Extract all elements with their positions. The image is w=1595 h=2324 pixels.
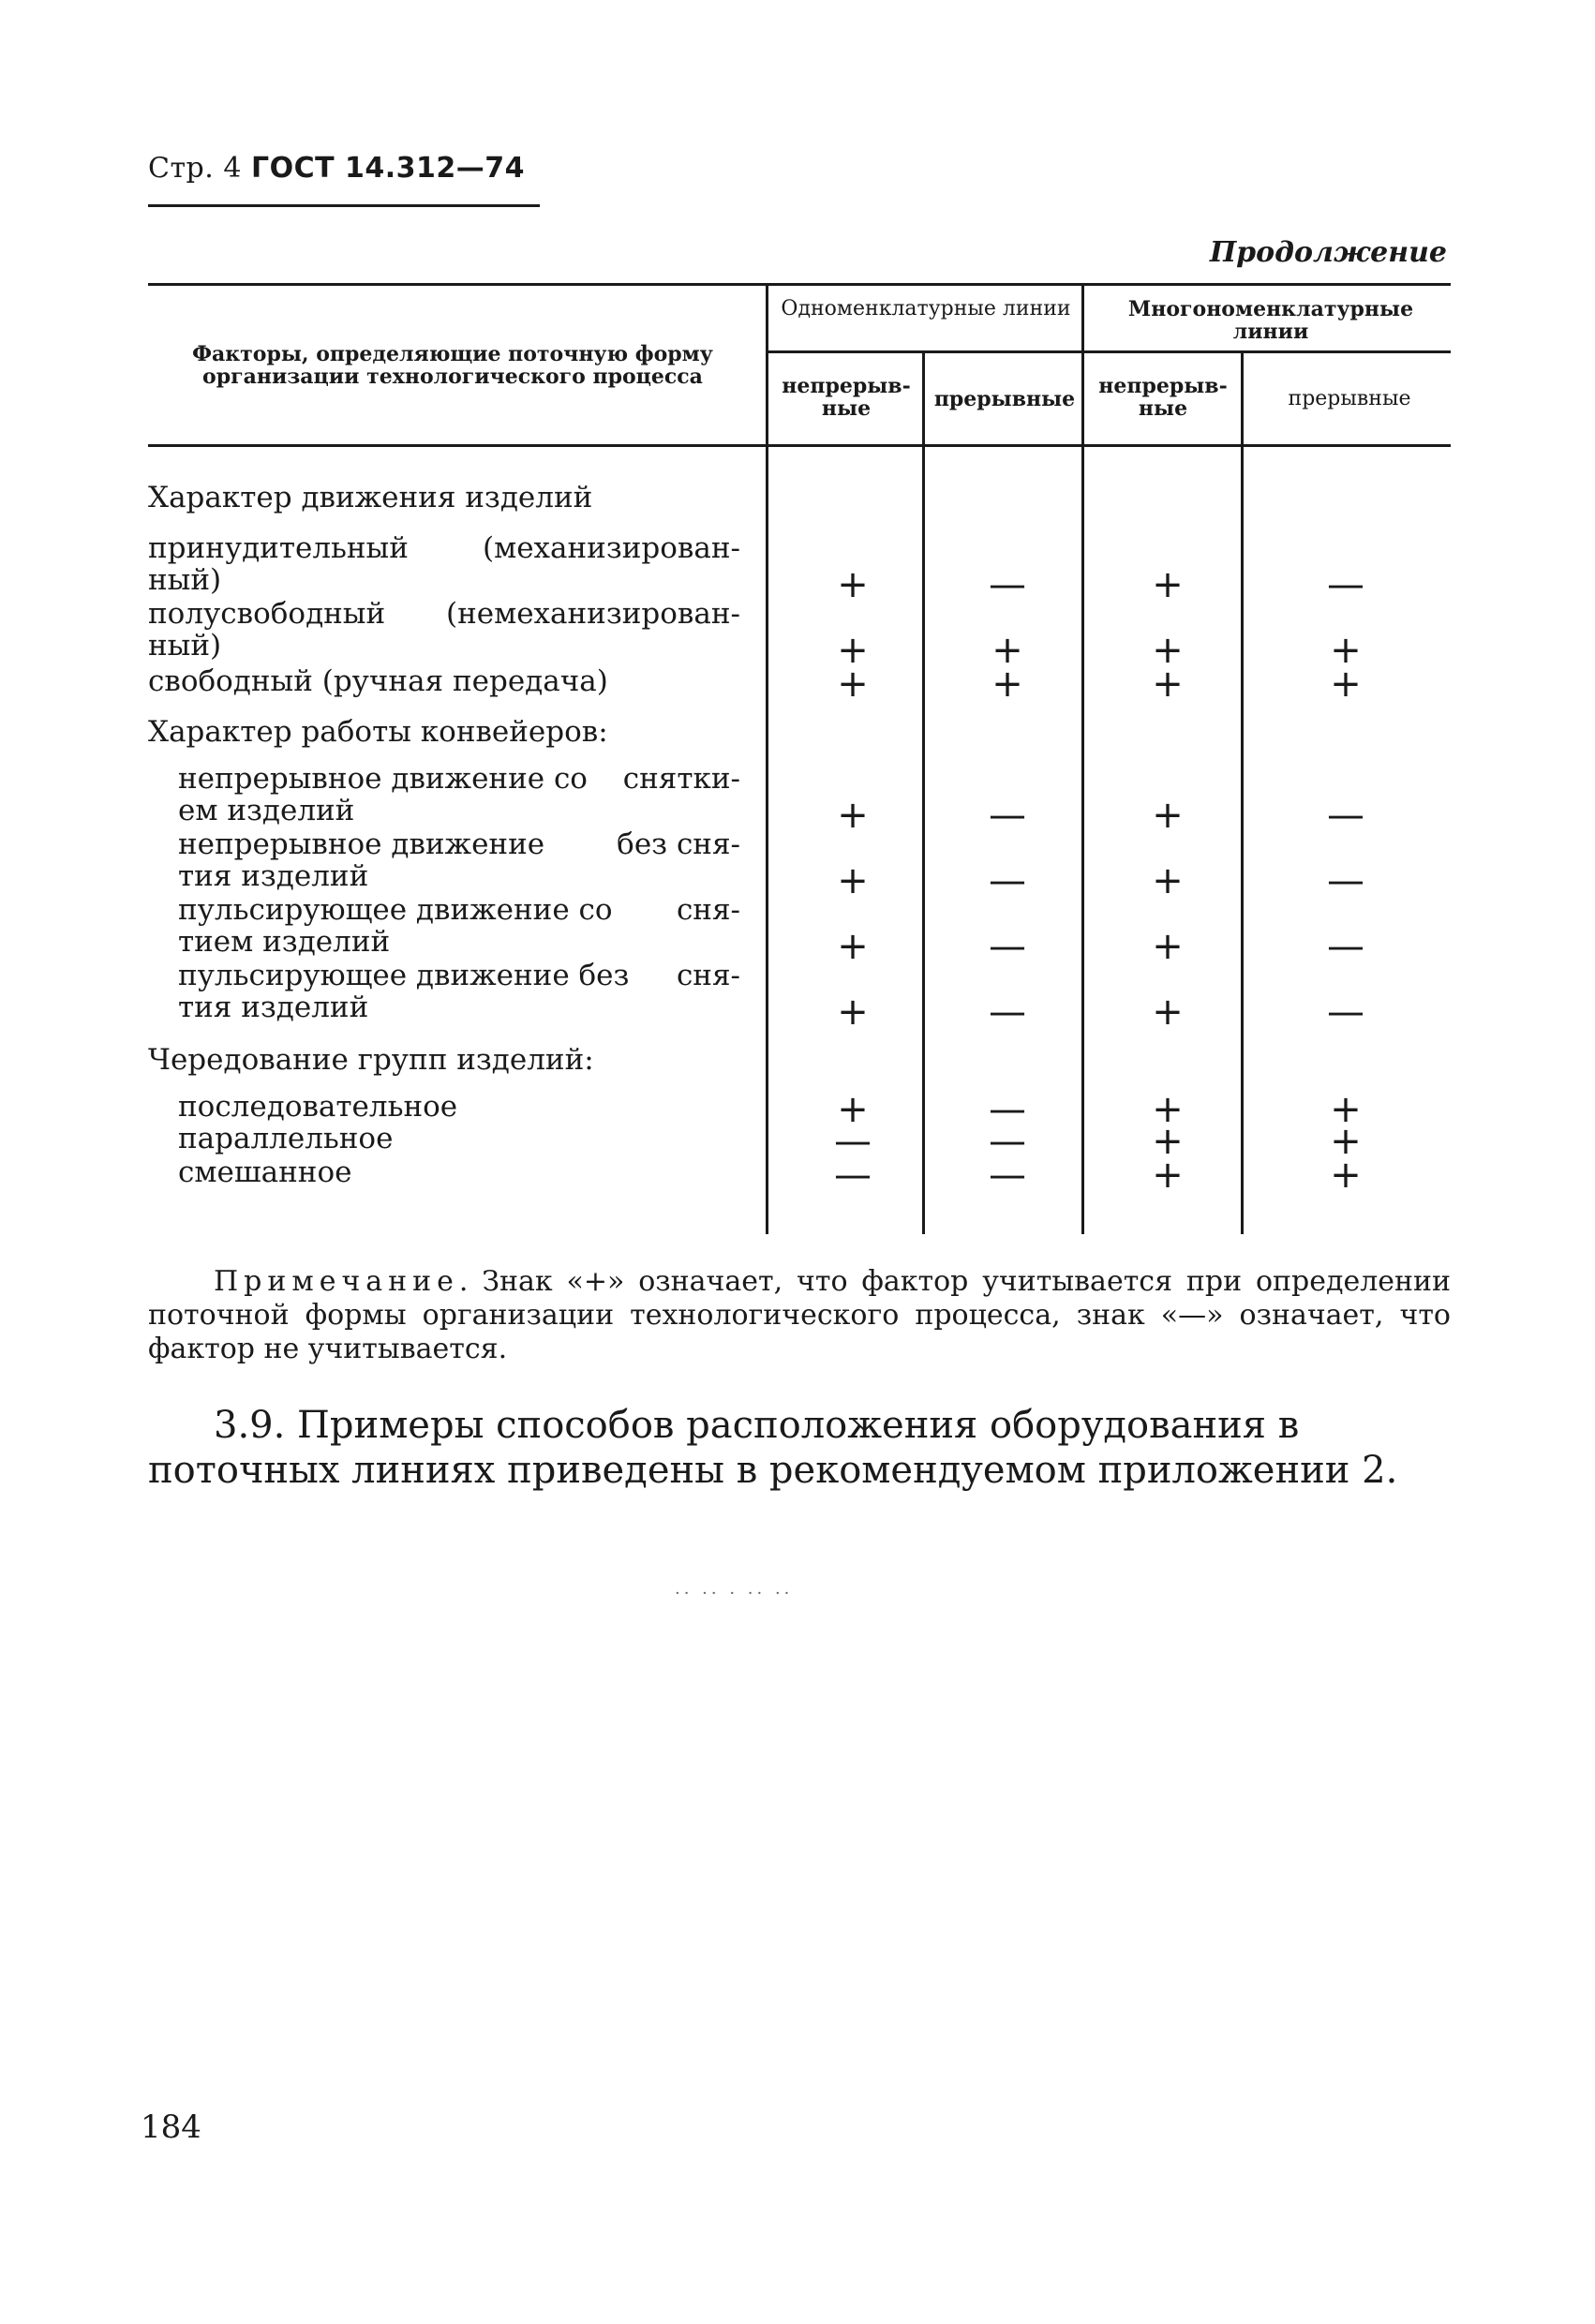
cell-value: — (989, 1120, 1026, 1163)
cell-value: — (989, 859, 1026, 902)
col-divider-3 (1081, 286, 1084, 1234)
cell-value: — (989, 1088, 1026, 1131)
page-header-prefix: Стр. 4 (148, 152, 242, 185)
gost-number: ГОСТ 14.312—74 (250, 152, 526, 185)
cell-value: + (1152, 563, 1184, 606)
row-label: параллельное (178, 1122, 394, 1155)
cell-value: + (1330, 1154, 1362, 1197)
group-multi-header: Многономенклатурные линии (1127, 297, 1414, 344)
cell-value: + (991, 663, 1023, 706)
col-divider-2 (922, 353, 925, 1234)
col-single-continuous: непрерыв-ные (782, 374, 911, 421)
paragraph-3-9: 3.9. Примеры способов расположения оборудования в поточных линиях приведены в рекомендуемом приложении 2. (148, 1404, 1398, 1492)
col-divider-4 (1241, 353, 1244, 1234)
row-label: Характер работы конвейеров: (148, 715, 608, 749)
factors-header: Факторы, определяющие поточную форму организации технологического процесса (192, 342, 713, 389)
table-head-rule (148, 444, 1451, 447)
header-rule (148, 204, 540, 207)
cell-value: — (989, 925, 1026, 968)
row-label: последовательное (178, 1090, 458, 1124)
row-label: принудительный (механизирован- ный) (148, 531, 740, 597)
cell-value: + (1152, 1088, 1184, 1131)
note-text: . Знак «+» означает, что фактор учитывается при определении поточной формы организации технологического процесса, знак «—» означает, что фактор не учитывается. (148, 1265, 1451, 1365)
col-single-interrupted: прерывные (933, 387, 1076, 411)
cell-value: — (1327, 859, 1364, 902)
cell-value: — (1327, 563, 1364, 606)
cell-value: — (989, 794, 1026, 837)
cell-value: + (1330, 1120, 1362, 1163)
col-multi-interrupted: прерывные (1288, 387, 1411, 410)
table-note (148, 1265, 1451, 1366)
scan-artifact: ·· ·· · ·· ·· (675, 1584, 794, 1603)
row-label: полусвободный (немеханизирован- ный) (148, 597, 740, 663)
row-label: смешанное (178, 1155, 352, 1189)
cell-value: — (1327, 991, 1364, 1034)
cell-value: + (837, 663, 869, 706)
cell-value: + (1152, 1154, 1184, 1197)
cell-value: + (1152, 859, 1184, 902)
cell-value: + (837, 563, 869, 606)
group-single-header: Одноменклатурные линии (781, 297, 1071, 320)
cell-value: + (837, 629, 869, 672)
cell-value: + (1152, 1120, 1184, 1163)
cell-value: — (834, 1154, 872, 1197)
col-divider-1 (766, 286, 768, 1234)
cell-value: + (1152, 925, 1184, 968)
table-top-rule (148, 283, 1451, 286)
note-prefix: Примечание (214, 1265, 459, 1298)
cell-value: + (1152, 991, 1184, 1034)
cell-value: — (989, 563, 1026, 606)
col-multi-continuous: непрерыв-ные (1098, 374, 1228, 421)
cell-value: — (834, 1120, 872, 1163)
cell-value: — (989, 991, 1026, 1034)
row-label: пульсирующее движение со сня- тием изделий (178, 893, 740, 959)
cell-value: + (1330, 1088, 1362, 1131)
cell-value: + (837, 1088, 869, 1131)
cell-value: + (1152, 629, 1184, 672)
cell-value: — (1327, 925, 1364, 968)
cell-value: — (1327, 794, 1364, 837)
row-label: Характер движения изделий (148, 481, 593, 514)
cell-value: + (837, 925, 869, 968)
page-header (148, 152, 525, 185)
row-label: Чередование групп изделий: (148, 1043, 594, 1077)
cell-value: + (1330, 663, 1362, 706)
continuation-label: Продолжение (1209, 236, 1447, 269)
cell-value: + (1152, 794, 1184, 837)
cell-value: + (1152, 663, 1184, 706)
row-label: свободный (ручная передача) (148, 664, 608, 698)
cell-value: + (837, 794, 869, 837)
row-label: пульсирующее движение без сня- тия изделий (178, 959, 740, 1024)
row-label: непрерывное движение со снятки- ем изделий (178, 762, 740, 827)
page-number: 184 (141, 2108, 201, 2146)
cell-value: — (989, 1154, 1026, 1197)
row-label: непрерывное движение без сня- тия изделий (178, 827, 740, 893)
cell-value: + (837, 859, 869, 902)
cell-value: + (1330, 629, 1362, 672)
group-divider-rule (768, 350, 1451, 353)
cell-value: + (837, 991, 869, 1034)
cell-value: + (991, 629, 1023, 672)
